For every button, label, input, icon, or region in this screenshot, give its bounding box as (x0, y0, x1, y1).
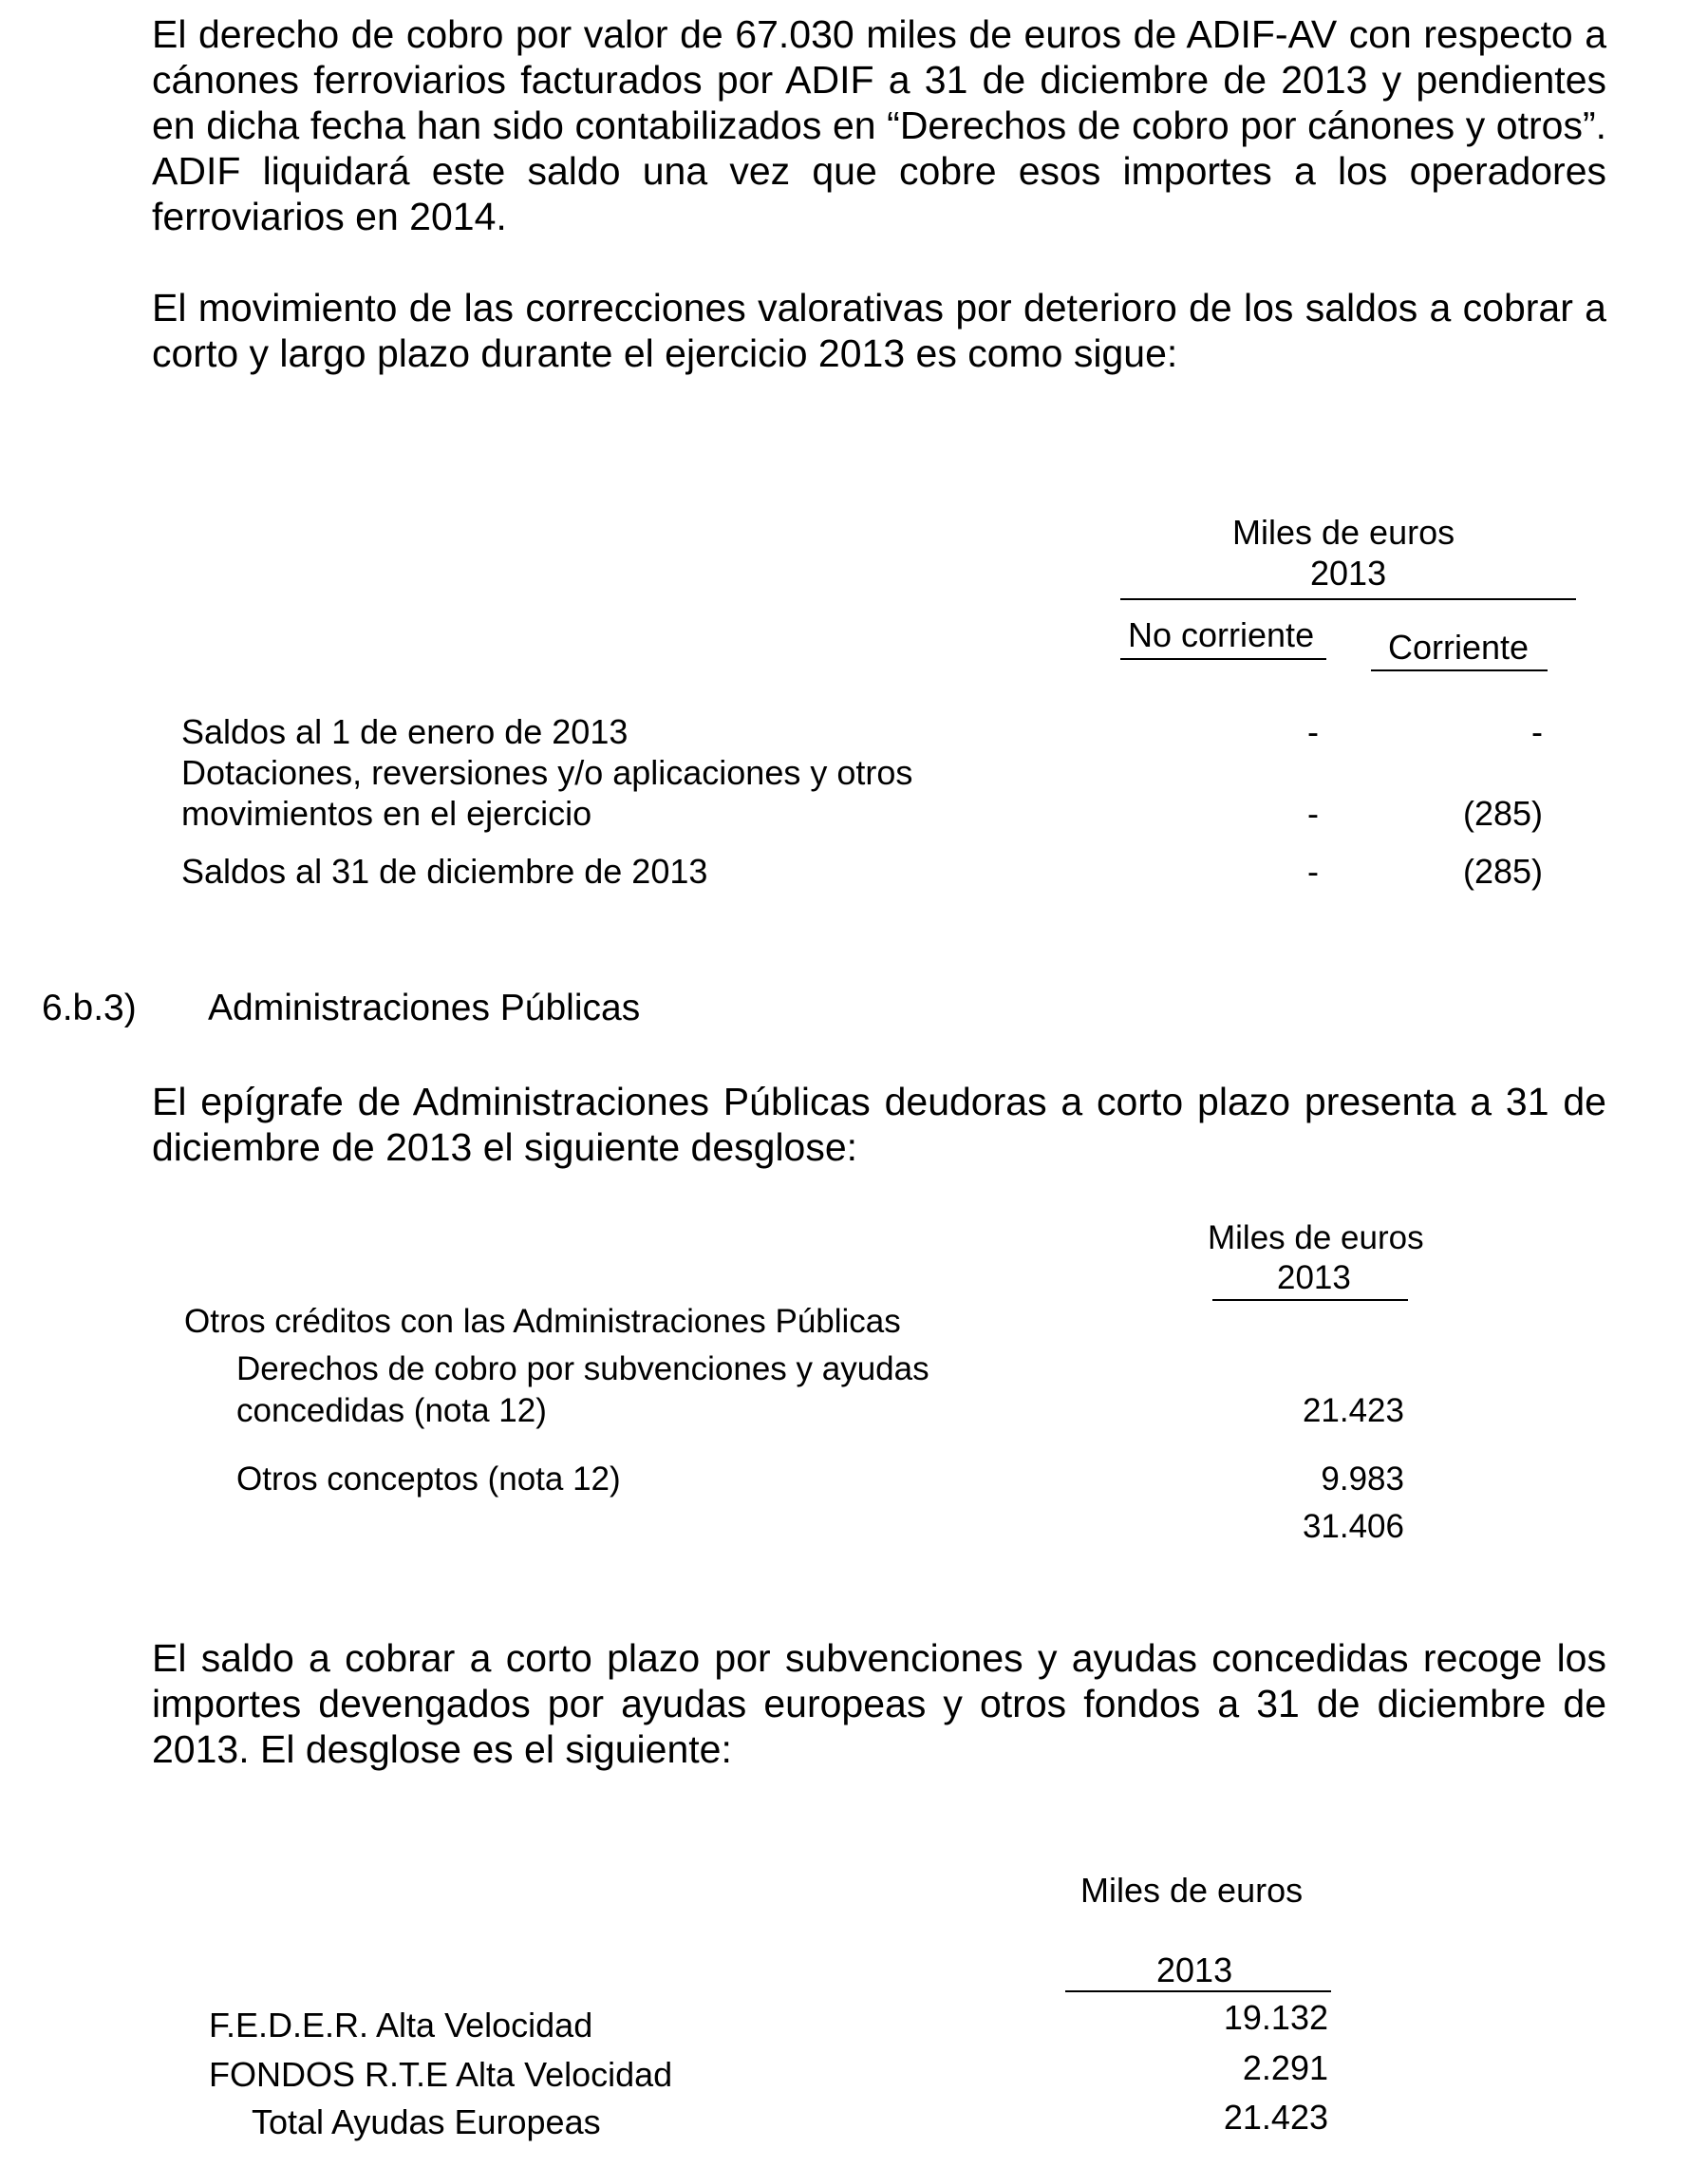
row-label: F.E.D.E.R. Alta Velocidad (209, 2006, 593, 2045)
paragraph-derecho-cobro (152, 11, 1606, 239)
group-label: Otros créditos con las Administraciones Públicas (184, 1303, 901, 1340)
row-label: Saldos al 31 de diciembre de 2013 (181, 852, 708, 891)
row-value: 9.983 (1321, 1460, 1404, 1498)
row-label: FONDOS R.T.E Alta Velocidad (209, 2055, 673, 2094)
column-rule-no-corriente (1120, 658, 1326, 660)
row-label: Saldos al 1 de enero de 2013 (181, 712, 629, 751)
row-value: 21.423 (1302, 1392, 1404, 1429)
column-header-corriente: Corriente (1388, 628, 1530, 667)
row-label-line1: Derechos de cobro por subvenciones y ayudas (236, 1350, 929, 1387)
section-number: 6.b.3) (42, 988, 137, 1028)
table-year-header: 2013 (1156, 1950, 1233, 1989)
section-title: Administraciones Públicas (208, 988, 641, 1028)
row-value: 19.132 (1223, 1998, 1328, 2037)
table-year-header: 2013 (1310, 554, 1387, 593)
value-no-corriente: - (1307, 794, 1319, 833)
value-corriente: (285) (1462, 794, 1543, 833)
paragraph-text: El movimiento de las correcciones valorativas por deterioro de los saldos a cobrar a corto y largo plazo durante el ejercicio 2013 es como sigue: (152, 286, 1606, 375)
paragraph-text: El epígrafe de Administraciones Públicas deudoras a corto plazo presenta a 31 de diciembre de 2013 el siguiente desglose: (152, 1080, 1606, 1169)
header-rule (1120, 598, 1576, 600)
paragraph-text: El saldo a cobrar a corto plazo por subvenciones y ayudas concedidas recoge los importes devengados por ayudas europeas y otros fondos a 31 de diciembre de 2013. El desglose es el siguiente: (152, 1636, 1606, 1771)
paragraph-epigrafe (152, 1079, 1606, 1170)
value-no-corriente: - (1307, 712, 1319, 751)
column-header-no-corriente: No corriente (1128, 615, 1315, 654)
table-unit-header: Miles de euros (1232, 513, 1455, 552)
total-value: 31.406 (1302, 1508, 1404, 1545)
row-label-line2: movimientos en el ejercicio (181, 794, 592, 833)
row-label-line2: concedidas (nota 12) (236, 1392, 547, 1429)
value-no-corriente: - (1307, 852, 1319, 891)
value-corriente: (285) (1462, 852, 1543, 891)
row-value: 21.423 (1223, 2098, 1328, 2137)
column-rule-corriente (1371, 669, 1548, 671)
header-rule (1212, 1299, 1408, 1301)
paragraph-text: El derecho de cobro por valor de 67.030 miles de euros de ADIF-AV con respecto a cánones ferroviarios facturados por ADIF a 31 de diciembre de 2013 y pendientes en dicha fecha han sido contabilizados en “Derechos de cobro por cánones y otros”. ADIF liquidará este saldo una vez que cobre esos importes a los operadores ferroviarios en 2014. (152, 12, 1606, 238)
row-label-line1: Dotaciones, reversiones y/o aplicaciones y otros (181, 753, 913, 792)
paragraph-movimiento-correcciones (152, 285, 1606, 376)
row-value: 2.291 (1242, 2048, 1328, 2087)
paragraph-saldo-cobrar (152, 1635, 1606, 1772)
table-unit-header: Miles de euros (1208, 1219, 1424, 1256)
table-unit-header: Miles de euros (1080, 1871, 1304, 1910)
row-label: Total Ayudas Europeas (252, 2102, 601, 2141)
row-label: Otros conceptos (nota 12) (236, 1460, 621, 1498)
value-corriente: - (1531, 712, 1543, 751)
header-rule (1065, 1990, 1331, 1992)
table-year-header: 2013 (1277, 1259, 1351, 1296)
